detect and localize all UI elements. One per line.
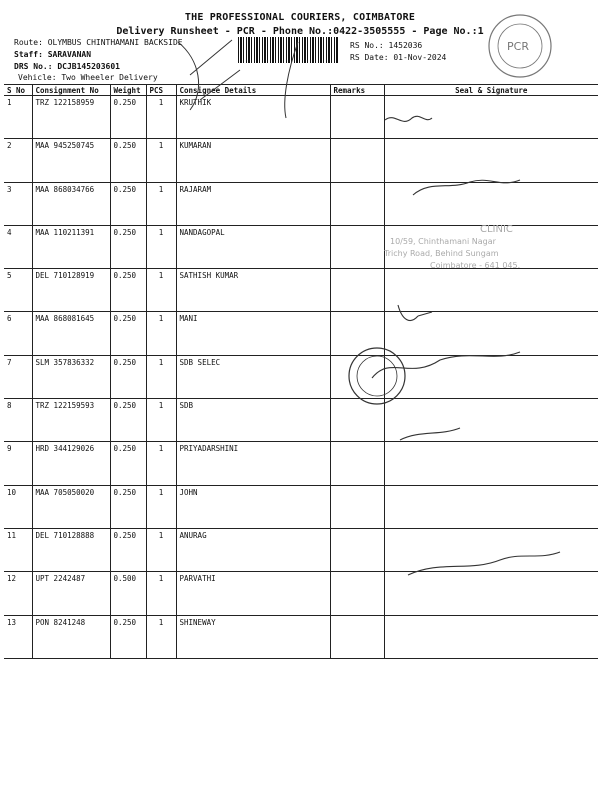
cell-remarks — [330, 442, 384, 485]
cell-weight: 0.250 — [110, 225, 146, 268]
table-row — [4, 225, 598, 268]
cell-pcs: 1 — [146, 182, 176, 225]
cell-pcs: 1 — [146, 355, 176, 398]
cell-remarks — [330, 355, 384, 398]
cell-consignee: KRUTHIK — [176, 96, 330, 139]
cell-consignment-no: HRD 344129026 — [32, 442, 110, 485]
row2-signature-handwritten: Stella — [412, 146, 471, 170]
cell-consignment-no: DEL 710128919 — [32, 269, 110, 312]
company-title: THE PROFESSIONAL COURIERS, COIMBATORE — [184, 12, 416, 23]
cell-seal-signature — [384, 182, 598, 225]
col-header-pcs: PCS — [146, 85, 176, 96]
cell-weight: 0.500 — [110, 572, 146, 615]
cell-weight: 0.250 — [110, 399, 146, 442]
cell-sno: 3 — [4, 182, 32, 225]
cell-consignment-no: TRZ 122159593 — [32, 399, 110, 442]
cell-pcs: 1 — [146, 96, 176, 139]
table-row — [4, 139, 598, 182]
col-header-remarks: Remarks — [330, 85, 384, 96]
table-row — [4, 572, 598, 615]
drs-number: DRS No.: DCJB145203601 — [14, 62, 120, 71]
cell-weight: 0.250 — [110, 355, 146, 398]
runsheet-subtitle: Delivery Runsheet - PCR - Phone No.:0422-3505555 - Page No.:1 — [116, 26, 484, 37]
cell-consignee: KUMARAN — [176, 139, 330, 182]
cell-sno: 9 — [4, 442, 32, 485]
table-row — [4, 485, 598, 528]
rs-number: RS No.: 1452036 — [350, 41, 423, 50]
cell-remarks — [330, 96, 384, 139]
cell-consignee: SATHISH KUMAR — [176, 269, 330, 312]
table-row — [4, 96, 598, 139]
cell-pcs: 1 — [146, 139, 176, 182]
cell-seal-signature — [384, 355, 598, 398]
cell-remarks — [330, 615, 384, 658]
cell-weight: 0.250 — [110, 96, 146, 139]
cell-consignee: PRIYADARSHINI — [176, 442, 330, 485]
cell-sno: 4 — [4, 225, 32, 268]
row1-phone-handwritten: 9894350024 — [452, 114, 548, 132]
runsheet-table — [4, 84, 598, 659]
pcr-stamp — [489, 15, 551, 77]
cell-pcs: 1 — [146, 615, 176, 658]
cell-weight: 0.250 — [110, 312, 146, 355]
row6-dc-handwritten: D/C — [400, 311, 439, 335]
cell-sno: 12 — [4, 572, 32, 615]
cell-seal-signature — [384, 442, 598, 485]
cell-consignee: NANDAGOPAL — [176, 225, 330, 268]
cell-consignment-no: MAA 705050020 — [32, 485, 110, 528]
cell-consignee: MANI — [176, 312, 330, 355]
cell-remarks — [330, 182, 384, 225]
row3-phone-handwritten: 9944323373 — [462, 203, 545, 218]
cell-remarks — [330, 528, 384, 571]
col-header-consignee: Consignee Details — [176, 85, 330, 96]
cell-pcs: 1 — [146, 312, 176, 355]
cell-consignee: RAJARAM — [176, 182, 330, 225]
staff-label: Staff: SARAVANAN — [14, 50, 92, 59]
col-header-sno: S No — [4, 85, 32, 96]
cell-weight: 0.250 — [110, 139, 146, 182]
table-row — [4, 615, 598, 658]
row12-name-handwritten: Dhanalakshmi — [405, 556, 550, 580]
cell-remarks — [330, 225, 384, 268]
table-body — [4, 96, 598, 659]
cell-remarks — [330, 485, 384, 528]
cell-sno: 6 — [4, 312, 32, 355]
cell-remarks — [330, 312, 384, 355]
cell-consignee: PARVATHI — [176, 572, 330, 615]
cell-consignment-no: DEL 710128888 — [32, 528, 110, 571]
cell-seal-signature — [384, 615, 598, 658]
cell-consignment-no: MAA 110211391 — [32, 225, 110, 268]
cell-consignee: SHINEWAY — [176, 615, 330, 658]
cell-seal-signature — [384, 96, 598, 139]
cell-pcs: 1 — [146, 442, 176, 485]
table-row — [4, 442, 598, 485]
table-row — [4, 355, 598, 398]
table-row — [4, 528, 598, 571]
cell-remarks — [330, 269, 384, 312]
cell-sno: 8 — [4, 399, 32, 442]
cell-seal-signature — [384, 225, 598, 268]
cell-sno: 11 — [4, 528, 32, 571]
cell-weight: 0.250 — [110, 485, 146, 528]
col-header-consignment: Consignment No — [32, 85, 110, 96]
cell-pcs: 1 — [146, 269, 176, 312]
stamp-label: PCR — [507, 40, 529, 53]
cell-weight: 0.250 — [110, 269, 146, 312]
cell-consignment-no: UPT 2242487 — [32, 572, 110, 615]
cell-seal-signature — [384, 485, 598, 528]
cell-consignee: JOHN — [176, 485, 330, 528]
cell-seal-signature — [384, 139, 598, 182]
cell-pcs: 1 — [146, 399, 176, 442]
table-row — [4, 399, 598, 442]
barcode — [238, 37, 338, 63]
svg-text:Coimbatore - 641 045.: Coimbatore - 641 045. — [430, 261, 521, 270]
cell-seal-signature — [384, 269, 598, 312]
table-row — [4, 182, 598, 225]
row13-phone-handwritten: 9566733207 — [420, 598, 516, 616]
cell-pcs: 1 — [146, 225, 176, 268]
cell-remarks — [330, 399, 384, 442]
svg-text:Trichy Road, Behind Sungam: Trichy Road, Behind Sungam — [384, 249, 499, 258]
cell-consignment-no: TRZ 122158959 — [32, 96, 110, 139]
cell-sno: 10 — [4, 485, 32, 528]
route-label: Route: OLYMBUS CHINTHAMANI BACKSIDE — [14, 38, 183, 47]
rs-date: RS Date: 01-Nov-2024 — [350, 53, 447, 62]
cell-consignment-no: MAA 868081645 — [32, 312, 110, 355]
table-header-row — [4, 85, 598, 96]
col-header-seal: Seal & Signature — [384, 85, 598, 96]
cell-consignment-no: PON 8241248 — [32, 615, 110, 658]
cell-remarks — [330, 572, 384, 615]
cell-sno: 13 — [4, 615, 32, 658]
row11-nip-handwritten: NIP — [400, 509, 435, 530]
row10-phone-handwritten: 9500293316 — [390, 469, 505, 490]
cell-seal-signature — [384, 528, 598, 571]
cell-sno: 1 — [4, 96, 32, 139]
cell-consignment-no: SLM 357836332 — [32, 355, 110, 398]
svg-text:10/59, Chinthamani Nagar: 10/59, Chinthamani Nagar — [390, 237, 496, 246]
col-header-weight: Weight — [110, 85, 146, 96]
cell-seal-signature — [384, 312, 598, 355]
cell-pcs: 1 — [146, 528, 176, 571]
cell-seal-signature — [384, 572, 598, 615]
table-row — [4, 269, 598, 312]
cell-weight: 0.250 — [110, 182, 146, 225]
cell-seal-signature — [384, 399, 598, 442]
cell-sno: 7 — [4, 355, 32, 398]
cell-consignee: SDB SELEC — [176, 355, 330, 398]
cell-sno: 2 — [4, 139, 32, 182]
cell-remarks — [330, 139, 384, 182]
cell-consignment-no: MAA 868034766 — [32, 182, 110, 225]
cell-consignee: ANURAG — [176, 528, 330, 571]
row3-name-handwritten: S.Lal — [382, 182, 428, 203]
cell-weight: 0.250 — [110, 442, 146, 485]
cell-pcs: 1 — [146, 485, 176, 528]
svg-text:CLINIC: CLINIC — [480, 224, 513, 235]
cell-weight: 0.250 — [110, 528, 146, 571]
cell-sno: 5 — [4, 269, 32, 312]
cell-pcs: 1 — [146, 572, 176, 615]
cell-consignee: SDB — [176, 399, 330, 442]
cell-consignment-no: MAA 945250745 — [32, 139, 110, 182]
vehicle-label: Vehicle: Two Wheeler Delivery — [18, 73, 158, 82]
cell-weight: 0.250 — [110, 615, 146, 658]
table-row — [4, 312, 598, 355]
